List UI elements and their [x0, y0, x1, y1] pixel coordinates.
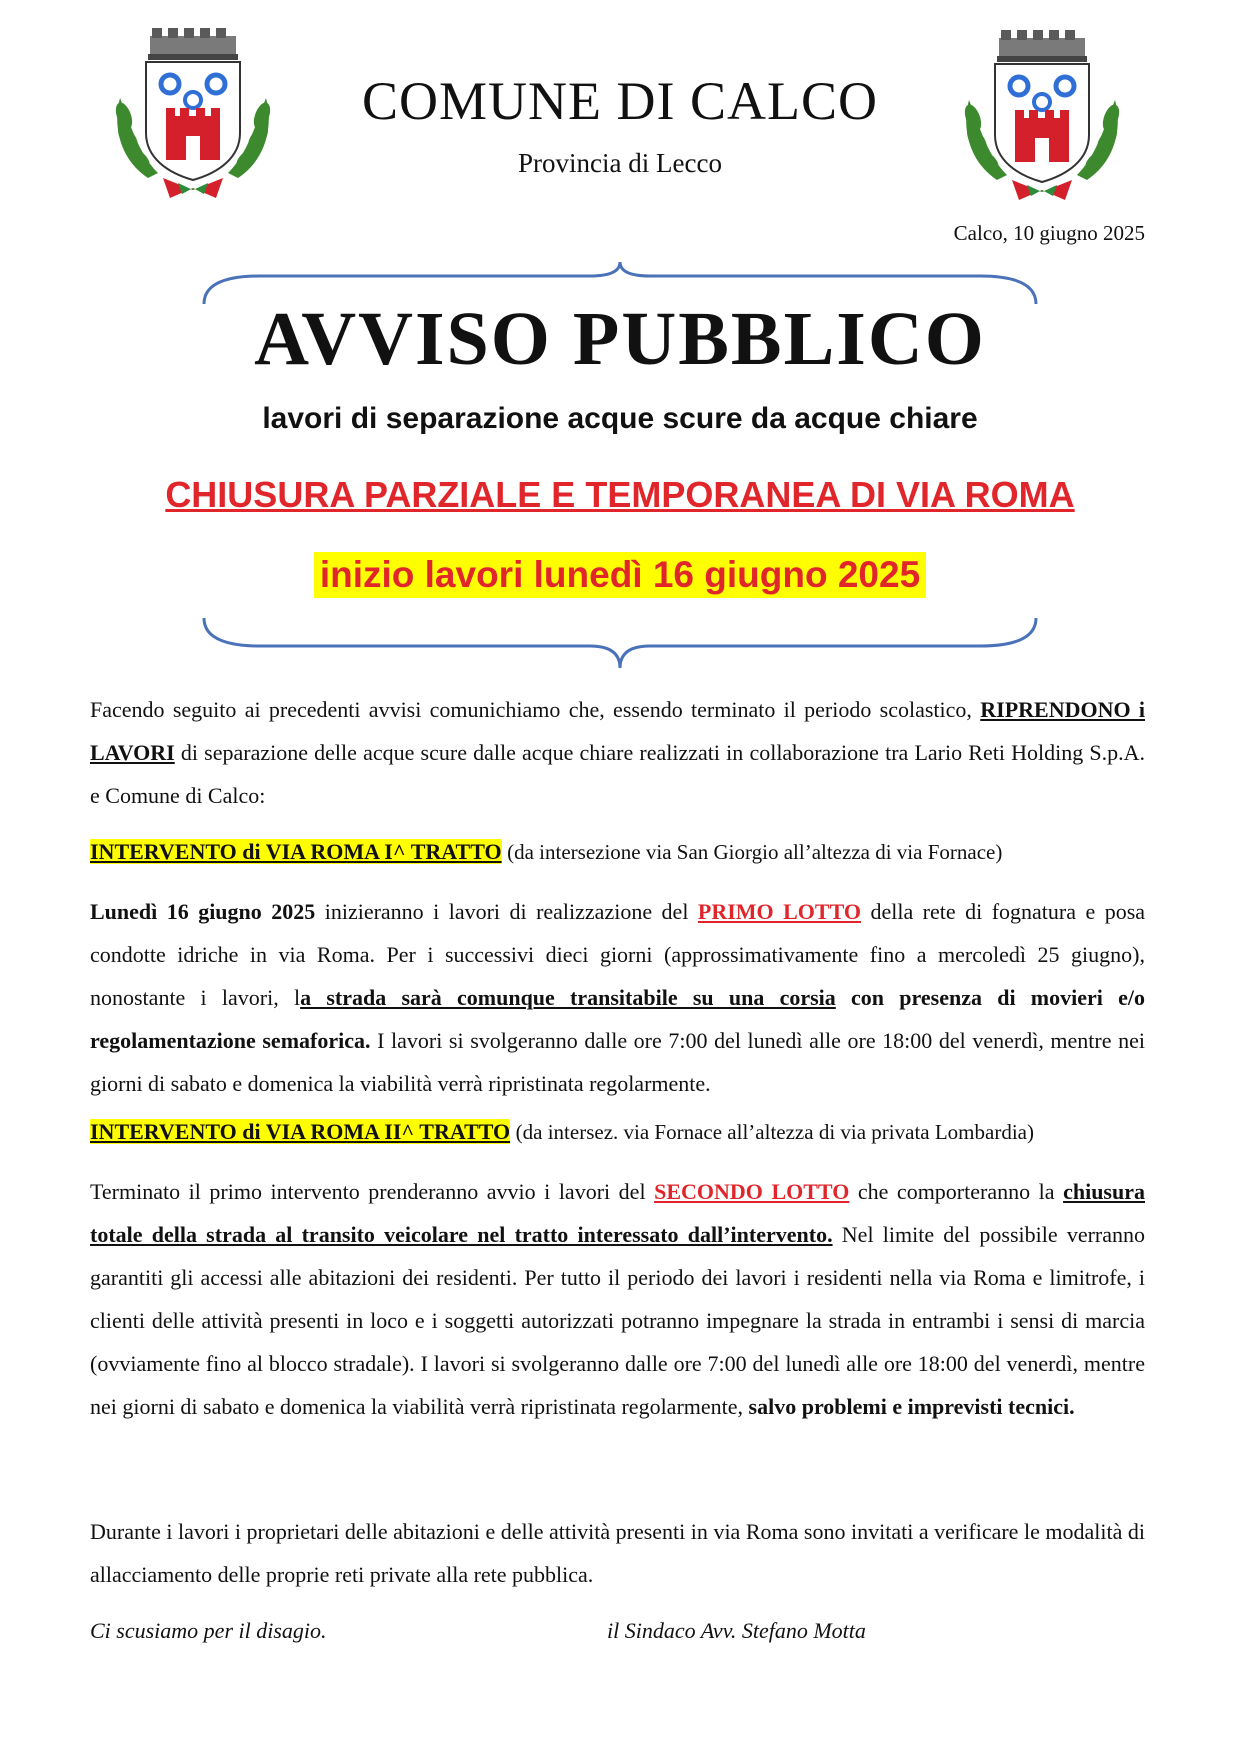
section-1-heading: INTERVENTO di VIA ROMA I^ TRATTO: [90, 839, 502, 864]
closure-heading: CHIUSURA PARZIALE E TEMPORANEA DI VIA ROMA: [165, 474, 1075, 515]
second-lot-label: SECONDO LOTTO: [654, 1179, 850, 1204]
first-lot-label: PRIMO LOTTO: [697, 899, 861, 924]
section-1-text-1: inizieranno i lavori di realizzazione del: [315, 899, 698, 924]
section-1-heading-line: [90, 837, 1160, 867]
start-date-highlight: inizio lavori lunedì 16 giugno 2025: [314, 552, 926, 598]
section-1-text-2: della rete di fognatura e posa condotte idriche in via Roma. Per i successivi dieci giorni (approssimativamente fino a mercoledì 25 giugno), nonostante i lavori, l: [90, 899, 1146, 1010]
section-1-traffic-control: con presenza di movieri e/o regolamentazione semaforica.: [90, 985, 1145, 1053]
section-2-paragraph: [90, 1170, 1145, 1428]
section-2-text-2: che comporteranno la: [849, 1179, 1064, 1204]
intro-paragraph: [90, 688, 1145, 817]
resume-works-emphasis: RIPRENDONO i LAVORI: [90, 697, 1146, 765]
section-2-text-3: Nel limite del possibile verranno garantiti gli accessi alle abitazioni dei residenti. Per tutto il periodo dei lavori i residenti nella via Roma e limitrofe, i clienti delle attività presenti in loco e i soggetti autorizzati potranno impegnare la strada in entrambi i sensi di marcia (ovviamente fino al blocco stradale). I lavori si svolgeranno dalle ore 7:00 del lunedì alle ore 18:00 del venerdì, mentre nei giorni di sabato e domenica la viabilità verrà ripristinata regolarmente,: [90, 1222, 1146, 1419]
notice-title: AVVISO PUBBLICO: [254, 297, 986, 381]
single-lane-transit-emphasis: a strada sarà comunque transitabile su una corsia: [300, 985, 836, 1010]
curly-brace-bottom: [200, 612, 1040, 672]
section-2-caveat: salvo problemi e imprevisti tecnici.: [748, 1394, 1075, 1419]
closing-apology: Ci scusiamo per il disagio.: [90, 1618, 327, 1643]
mayor-signature: il Sindaco Avv. Stefano Motta: [607, 1618, 866, 1643]
municipality-name: COMUNE DI CALCO: [361, 71, 878, 131]
section-1-paragraph: [90, 890, 1145, 1105]
coat-of-arms-left-icon: [108, 28, 278, 208]
section-2-heading-line: [90, 1117, 1160, 1147]
total-closure-emphasis: chiusura totale della strada al transito veicolare nel tratto interessato dall’intervento.: [90, 1179, 1145, 1247]
section-1-start-date: Lunedì 16 giugno 2025: [90, 899, 316, 924]
section-1-location: (da intersezione via San Giorgio all’altezza di via Fornace): [507, 840, 1003, 864]
province-name: Provincia di Lecco: [518, 148, 722, 178]
coat-of-arms-right-icon: [957, 30, 1127, 210]
intro-text-1: Facendo seguito ai precedenti avvisi comunichiamo che, essendo terminato il periodo scolastico,: [90, 697, 972, 722]
notice-subtitle: lavori di separazione acque scure da acque chiare: [262, 402, 978, 435]
section-2-location: (da intersez. via Fornace all’altezza di via privata Lombardia): [515, 1120, 1034, 1144]
owners-notice-paragraph: Durante i lavori i proprietari delle abitazioni e delle attività presenti in via Roma sono invitati a verificare le modalità di allacciamento delle proprie reti private alla rete pubblica.: [90, 1519, 1145, 1587]
start-date-banner: [100, 552, 1140, 598]
section-1-schedule: I lavori si svolgeranno dalle ore 7:00 del lunedì alle ore 18:00 del venerdì, mentre nei giorni di sabato e domenica la viabilità verrà ripristinata regolarmente.: [90, 1028, 1145, 1096]
section-2-text-1: Terminato il primo intervento prenderanno avvio i lavori del: [90, 1179, 655, 1204]
intro-text-2: di separazione delle acque scure dalle acque chiare realizzati in collaborazione tra Lario Reti Holding S.p.A. e Comune di Calco:: [90, 740, 1145, 808]
notice-date: Calco, 10 giugno 2025: [953, 221, 1145, 245]
section-2-heading: INTERVENTO di VIA ROMA II^ TRATTO: [90, 1119, 511, 1144]
